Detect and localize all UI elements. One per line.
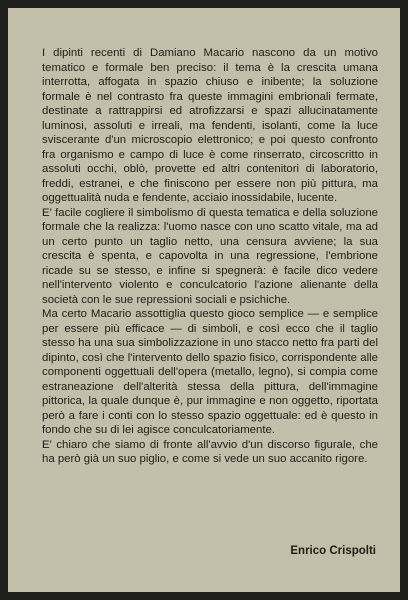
book-page [8, 8, 400, 592]
paragraph-2: E' facile cogliere il simbolismo di questa tematica e della soluzione formale che la realizza: l'uomo nasce con uno scatto vitale, ma ad un certo punto un taglio netto, una censura avviene; la sua crescita è spenta, e capovolta in una regressione, l'embrione ricade su se stesso, e infine si spegnerà: è facile dico vedere nell'intervento violento e conculcatorio l'azione alienante della società con le sue repressioni sociali e psichiche. [42, 206, 378, 306]
paragraph-4: E' chiaro che siamo di fronte all'avvio d'un discorso figurale, che ha però già un suo piglio, e come si vede un suo accanito rigore. [42, 438, 378, 465]
paragraph-3: Ma certo Macario assottiglia questo gioco semplice — e semplice per essere più efficace — di simboli, e così ecco che il taglio stesso ha una sua simbolizzazione in uno stacco netto fra parti del dipinto, così che l'intervento dello spazio fisico, corrispondente alle componenti oggettuali dell'opera (metallo, legno), si compia come estraneazione dell'alterità stessa della pittura, dell'immagine pittorica, la quale dunque è, pur immagine e non oggetto, riportata però a fare i conti con lo stesso spazio oggettuale: ed è questo in fondo che su di lei agisce conculcatoriamente. [42, 308, 378, 436]
paragraph-1: I dipinti recenti di Damiano Macario nascono da un motivo tematico e formale ben preciso: il tema è la crescita umana interrotta, affogata in spazio chiuso e inibente; la soluzione formale è nel contrasto fra queste immagini embrionali fermate, destinate a rattrappirsi ed atrofizzarsi e spazi allucinatamente luminosi, assoluti e irreali, ma fendenti, isolanti, come la luce sviscerante d'un microscopio elettronico; e poi questo confronto fra organismo e campo di luce è come rinserrato, circoscritto in assoluti occhi, oblò, provette ed altri contenitori di laboratorio, freddi, estranei, e che finiscono per essere non più pittura, ma oggettualità nuda e fendente, acciaio inossidabile, lucente. [42, 47, 378, 204]
author-signature: Enrico Crispolti [290, 545, 376, 557]
article-body [42, 46, 378, 467]
